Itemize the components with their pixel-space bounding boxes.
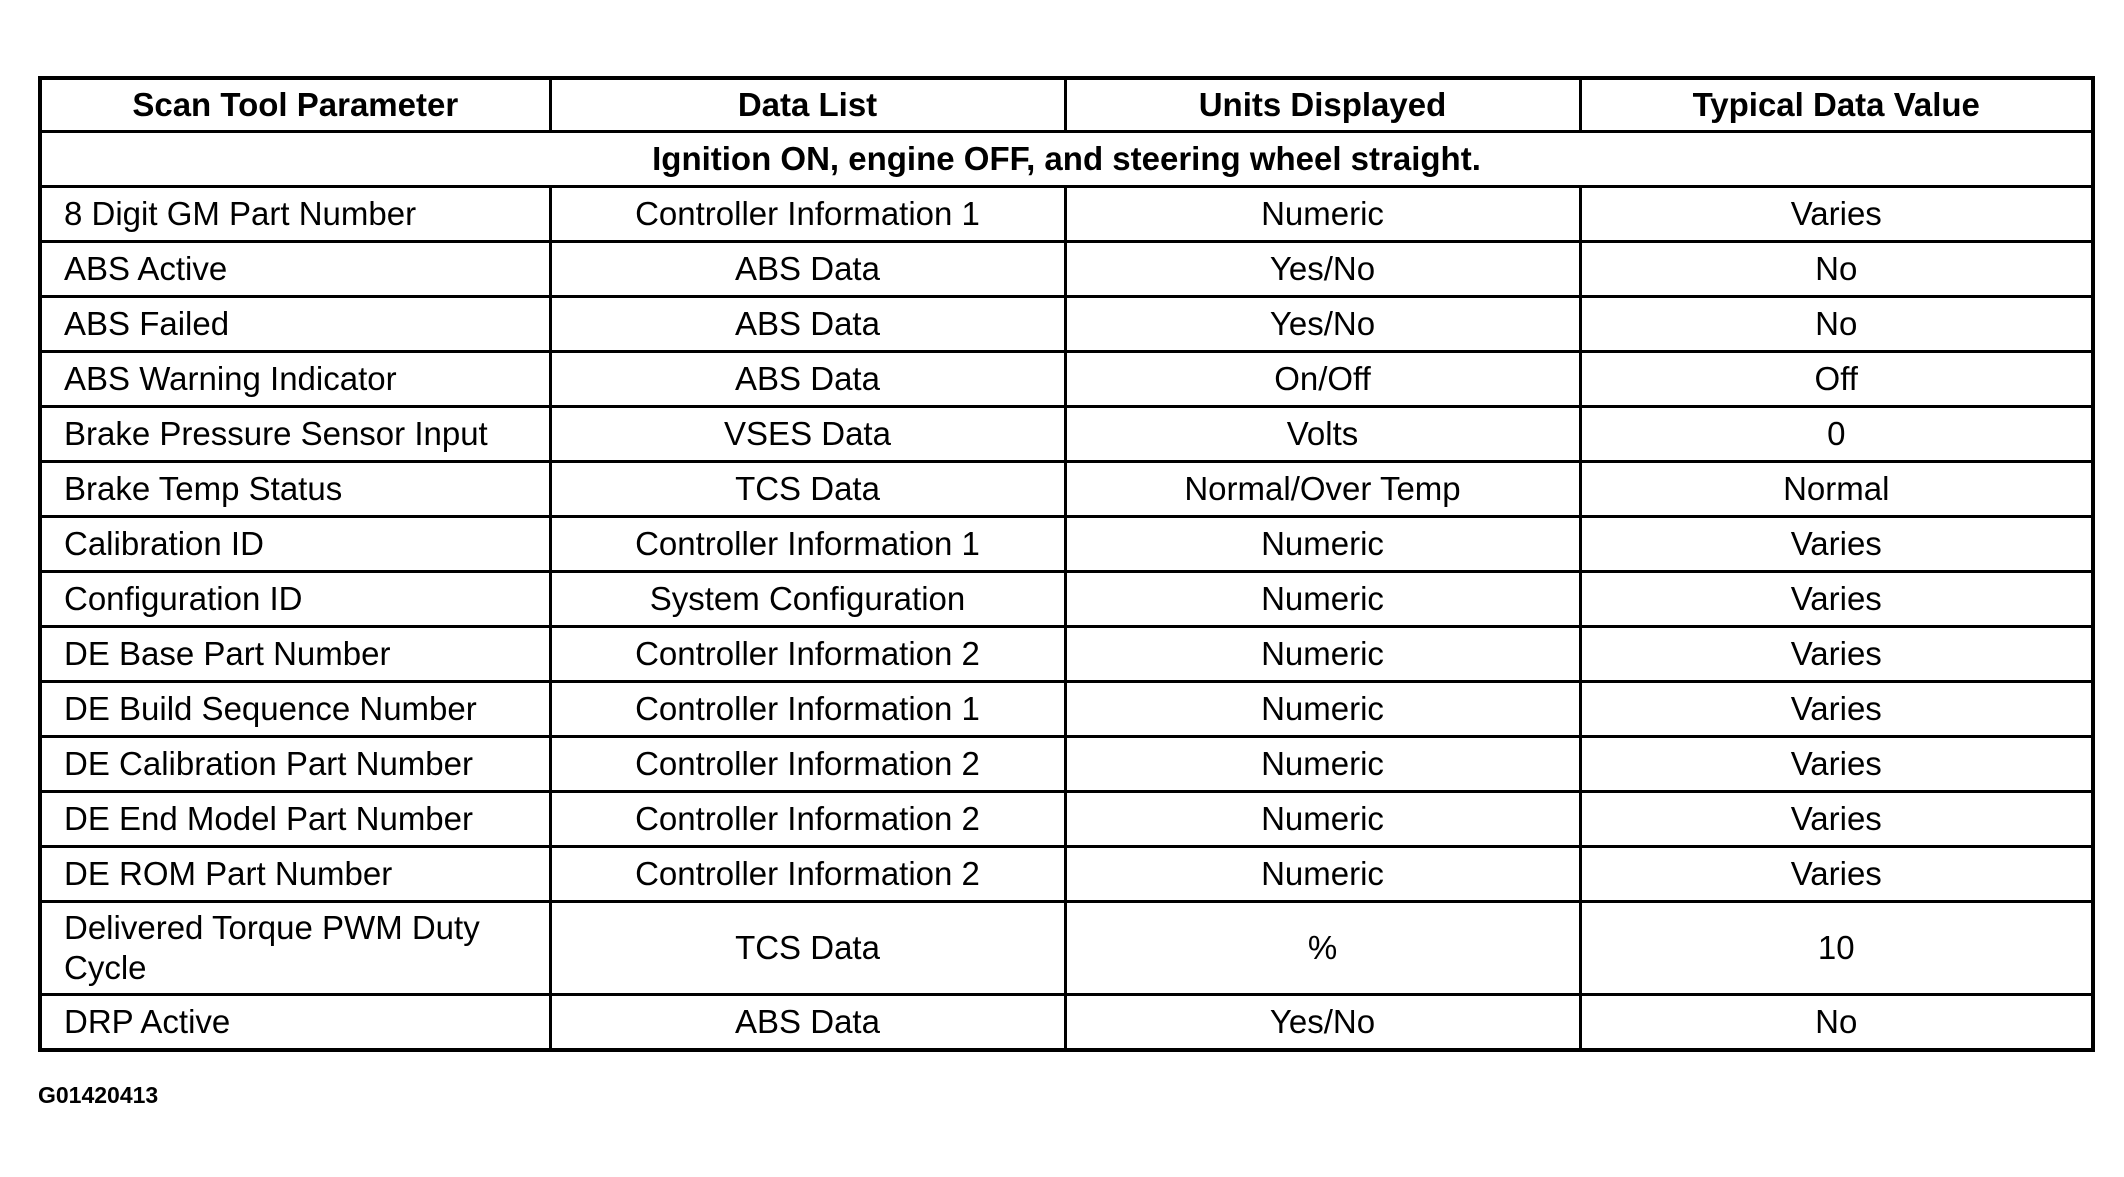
data-list-cell: Controller Information 1	[550, 517, 1065, 572]
units-cell: Yes/No	[1065, 242, 1580, 297]
parameter-cell: ABS Failed	[40, 297, 550, 352]
parameter-cell: Brake Temp Status	[40, 462, 550, 517]
scan-tool-data-table	[38, 76, 2095, 1052]
parameter-cell: Configuration ID	[40, 572, 550, 627]
typical-value-cell: 0	[1580, 407, 2093, 462]
data-list-cell: ABS Data	[550, 242, 1065, 297]
data-list-cell: TCS Data	[550, 462, 1065, 517]
typical-value-cell: Varies	[1580, 572, 2093, 627]
data-list-cell: System Configuration	[550, 572, 1065, 627]
typical-value-cell: Normal	[1580, 462, 2093, 517]
table-row	[40, 847, 2093, 902]
units-cell: Numeric	[1065, 737, 1580, 792]
table-row	[40, 995, 2093, 1051]
parameter-cell: DE End Model Part Number	[40, 792, 550, 847]
units-cell: Numeric	[1065, 792, 1580, 847]
typical-value-cell: Varies	[1580, 187, 2093, 242]
data-list-cell: Controller Information 2	[550, 627, 1065, 682]
data-list-cell: VSES Data	[550, 407, 1065, 462]
typical-value-cell: Varies	[1580, 517, 2093, 572]
table-row	[40, 352, 2093, 407]
table-row	[40, 462, 2093, 517]
typical-value-cell: Varies	[1580, 737, 2093, 792]
parameter-cell: DE Calibration Part Number	[40, 737, 550, 792]
table-row	[40, 902, 2093, 995]
parameter-cell: ABS Active	[40, 242, 550, 297]
data-list-cell: TCS Data	[550, 902, 1065, 995]
typical-value-cell: No	[1580, 297, 2093, 352]
data-list-cell: ABS Data	[550, 297, 1065, 352]
header-units-displayed: Units Displayed	[1065, 78, 1580, 132]
figure-id: G01420413	[38, 1082, 159, 1108]
units-cell: Yes/No	[1065, 995, 1580, 1051]
header-scan-tool-parameter: Scan Tool Parameter	[40, 78, 550, 132]
units-cell: %	[1065, 902, 1580, 995]
units-cell: Yes/No	[1065, 297, 1580, 352]
header-data-list: Data List	[550, 78, 1065, 132]
header-typical-data-value: Typical Data Value	[1580, 78, 2093, 132]
data-list-cell: Controller Information 1	[550, 187, 1065, 242]
table-row	[40, 407, 2093, 462]
table-row	[40, 517, 2093, 572]
typical-value-cell: Off	[1580, 352, 2093, 407]
parameter-cell: ABS Warning Indicator	[40, 352, 550, 407]
units-cell: Numeric	[1065, 682, 1580, 737]
units-cell: Numeric	[1065, 517, 1580, 572]
typical-value-cell: Varies	[1580, 682, 2093, 737]
table-row	[40, 682, 2093, 737]
data-list-cell: Controller Information 1	[550, 682, 1065, 737]
condition-row	[40, 132, 2093, 187]
typical-value-cell: Varies	[1580, 627, 2093, 682]
typical-value-cell: Varies	[1580, 847, 2093, 902]
units-cell: Numeric	[1065, 627, 1580, 682]
data-list-cell: ABS Data	[550, 352, 1065, 407]
parameter-cell: 8 Digit GM Part Number	[40, 187, 550, 242]
table-row	[40, 297, 2093, 352]
parameter-cell: DE ROM Part Number	[40, 847, 550, 902]
typical-value-cell: 10	[1580, 902, 2093, 995]
parameter-cell: DE Base Part Number	[40, 627, 550, 682]
table-row	[40, 187, 2093, 242]
data-list-cell: Controller Information 2	[550, 792, 1065, 847]
data-list-cell: ABS Data	[550, 995, 1065, 1051]
table-row	[40, 572, 2093, 627]
parameter-cell: DE Build Sequence Number	[40, 682, 550, 737]
units-cell: Numeric	[1065, 847, 1580, 902]
typical-value-cell: Varies	[1580, 792, 2093, 847]
typical-value-cell: No	[1580, 995, 2093, 1051]
parameter-cell: DRP Active	[40, 995, 550, 1051]
parameter-cell: Calibration ID	[40, 517, 550, 572]
table-row	[40, 627, 2093, 682]
parameter-cell: Brake Pressure Sensor Input	[40, 407, 550, 462]
data-list-cell: Controller Information 2	[550, 847, 1065, 902]
parameter-cell: Delivered Torque PWM Duty Cycle	[40, 902, 550, 995]
data-list-cell: Controller Information 2	[550, 737, 1065, 792]
units-cell: Volts	[1065, 407, 1580, 462]
units-cell: Normal/Over Temp	[1065, 462, 1580, 517]
typical-value-cell: No	[1580, 242, 2093, 297]
table-row	[40, 792, 2093, 847]
table-row	[40, 242, 2093, 297]
header-row	[40, 78, 2093, 132]
table-row	[40, 737, 2093, 792]
units-cell: Numeric	[1065, 572, 1580, 627]
units-cell: On/Off	[1065, 352, 1580, 407]
units-cell: Numeric	[1065, 187, 1580, 242]
condition-text: Ignition ON, engine OFF, and steering wheel straight.	[40, 132, 2093, 187]
